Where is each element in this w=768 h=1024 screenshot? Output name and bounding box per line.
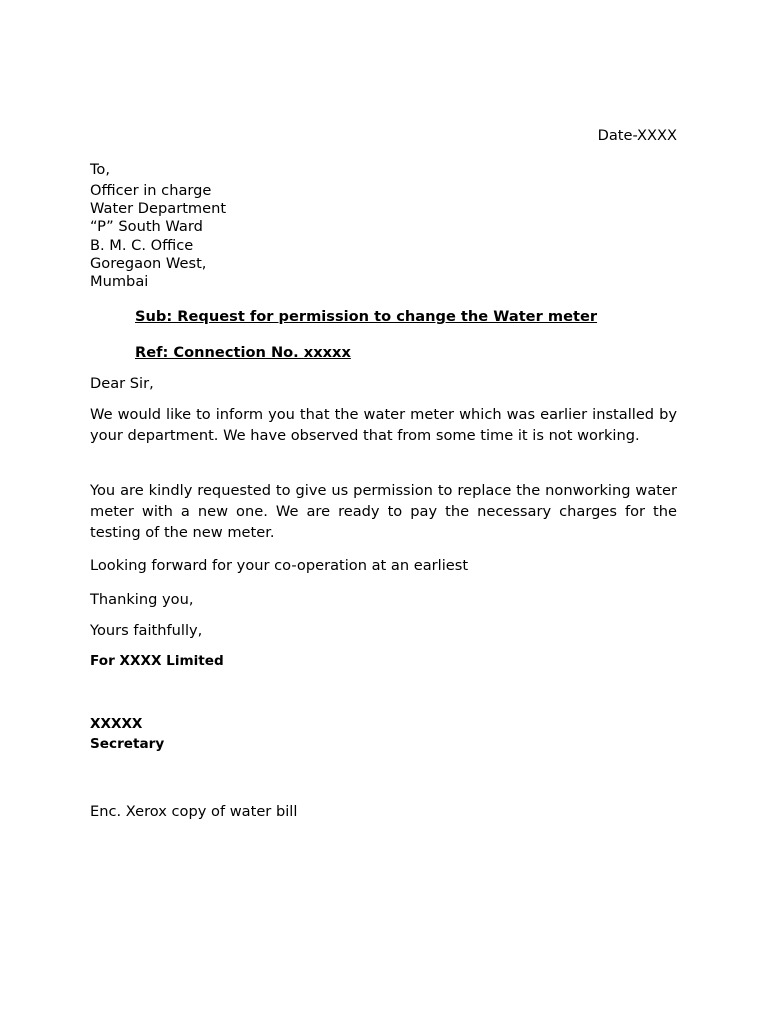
company-name: For XXXX Limited xyxy=(90,653,224,669)
address-line: Goregaon West, xyxy=(90,254,207,272)
signer-title: Secretary xyxy=(90,736,165,752)
recipient-address xyxy=(90,182,226,291)
signer-name: XXXXX xyxy=(90,716,143,732)
enclosure-note: Enc. Xerox copy of water bill xyxy=(90,803,298,820)
salutation: Dear Sir, xyxy=(90,375,154,392)
sign-off: Yours faithfully, xyxy=(90,622,203,639)
letter-date: Date-XXXX xyxy=(597,127,677,144)
address-line: Officer in charge xyxy=(90,182,212,199)
letter-reference: Ref: Connection No. xxxxx xyxy=(135,344,351,361)
address-line: B. M. C. Office xyxy=(90,236,194,254)
letter-subject: Sub: Request for permission to change the Water meter xyxy=(135,308,598,325)
address-line: Mumbai xyxy=(90,273,149,291)
recipient-to-label: To, xyxy=(90,161,111,178)
address-line: “P” South Ward xyxy=(90,218,203,236)
thanks-line: Thanking you, xyxy=(90,591,194,608)
closing-line: Looking forward for your co-operation at an earliest xyxy=(90,557,469,574)
body-paragraph: You are kindly requested to give us permission to replace the nonworking water meter with a new one. We are ready to pay the necessary charges for the testing of the new meter. xyxy=(90,482,677,541)
body-paragraph: We would like to inform you that the water meter which was earlier installed by your department. We have observed that from some time it is not working. xyxy=(90,406,677,444)
address-line: Water Department xyxy=(90,200,227,218)
